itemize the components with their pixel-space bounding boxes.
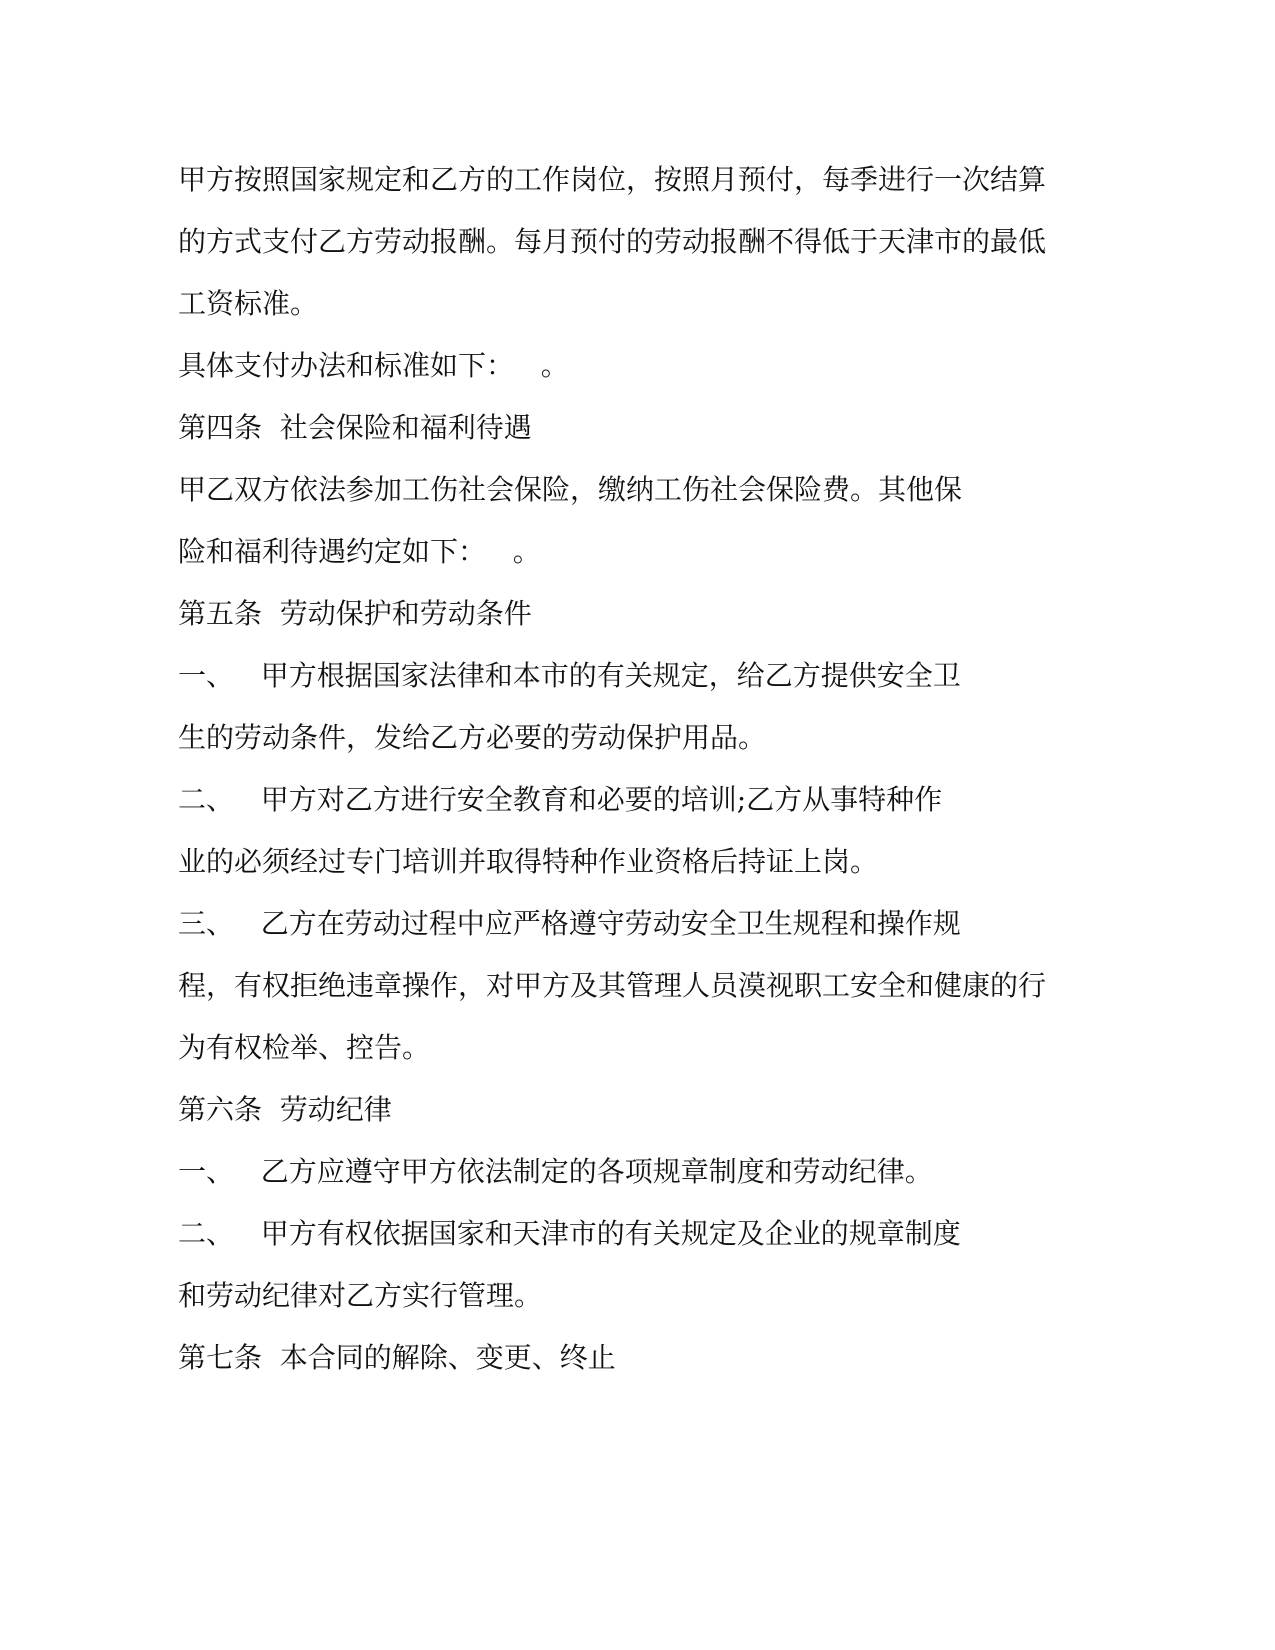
text-line: 业的必须经过专门培训并取得特种作业资格后持证上岗。 bbox=[178, 845, 879, 878]
text-line: 甲方按照国家规定和乙方的工作岗位，按照月预付，每季进行一次结算 bbox=[178, 163, 1047, 196]
text-line: 一、 甲方根据国家法律和本市的有关规定，给乙方提供安全卫 bbox=[178, 659, 961, 692]
text-line: 工资标准。 bbox=[178, 287, 319, 320]
section-heading: 第四条 社会保险和福利待遇 bbox=[178, 411, 532, 444]
text-line: 的方式支付乙方劳动报酬。每月预付的劳动报酬不得低于天津市的最低 bbox=[178, 225, 1047, 258]
section-heading: 第七条 本合同的解除、变更、终止 bbox=[178, 1341, 616, 1374]
text-line: 一、 乙方应遵守甲方依法制定的各项规章制度和劳动纪律。 bbox=[178, 1155, 933, 1188]
text-line: 甲乙双方依法参加工伤社会保险，缴纳工伤社会保险费。其他保 bbox=[178, 473, 963, 506]
text-line: 为有权检举、控告。 bbox=[178, 1031, 431, 1064]
text-line: 生的劳动条件，发给乙方必要的劳动保护用品。 bbox=[178, 721, 767, 754]
text-line: 二、 甲方对乙方进行安全教育和必要的培训;乙方从事特种作 bbox=[178, 783, 943, 816]
section-heading: 第五条 劳动保护和劳动条件 bbox=[178, 597, 532, 630]
text-line: 具体支付办法和标准如下： 。 bbox=[178, 349, 569, 382]
text-line: 二、 甲方有权依据国家和天津市的有关规定及企业的规章制度 bbox=[178, 1217, 961, 1250]
text-line: 险和福利待遇约定如下： 。 bbox=[178, 535, 541, 568]
section-heading: 第六条 劳动纪律 bbox=[178, 1093, 392, 1126]
text-line: 三、 乙方在劳动过程中应严格遵守劳动安全卫生规程和操作规 bbox=[178, 907, 961, 940]
text-line: 和劳动纪律对乙方实行管理。 bbox=[178, 1279, 543, 1312]
text-line: 程，有权拒绝违章操作，对甲方及其管理人员漠视职工安全和健康的行 bbox=[178, 969, 1047, 1002]
